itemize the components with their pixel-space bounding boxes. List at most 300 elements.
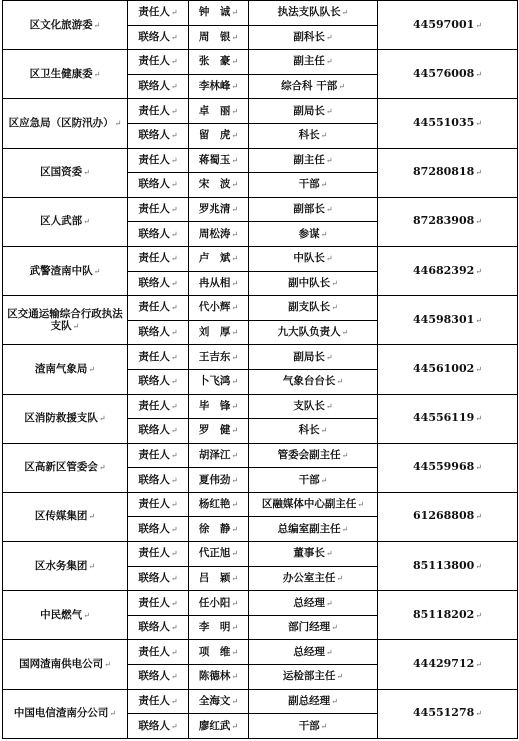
table-row — [3, 50, 518, 75]
contact-title-cell-text: 九大队负责人 — [277, 326, 341, 339]
contact-name-cell-text: 宋 波 — [198, 178, 231, 191]
department-cell-text: 区消防救援支队 — [24, 412, 98, 425]
responsible-title-cell — [249, 443, 378, 468]
paragraph-mark-icon: ↵ — [320, 475, 328, 485]
role-label-cell — [128, 271, 189, 296]
responsible-title-cell-text: 管委会副主任 — [277, 448, 341, 461]
phone-cell-text: 61268808 — [413, 509, 475, 523]
contact-name-cell-text: 冉从相 — [198, 276, 231, 289]
contact-title-cell-text: 干部 — [298, 473, 320, 486]
paragraph-mark-icon: ↵ — [231, 303, 239, 313]
role-label-cell — [128, 714, 189, 739]
table-row — [3, 591, 518, 616]
responsible-title-cell-text: 中队长 — [293, 252, 325, 265]
role-label-cell — [128, 74, 189, 99]
department-cell — [3, 1, 128, 50]
role-label-cell-text: 联络人 — [138, 227, 170, 240]
paragraph-mark-icon: ↵ — [231, 401, 239, 411]
contact-name-cell-text: 陈德林 — [198, 670, 231, 683]
contact-table-body — [3, 1, 518, 739]
responsible-title-cell — [249, 492, 378, 517]
paragraph-mark-icon: ↵ — [336, 377, 344, 387]
paragraph-mark-icon: ↵ — [170, 32, 178, 42]
contact-title-cell-text: 总编室副主任 — [277, 522, 341, 535]
role-label-cell-text: 联络人 — [138, 571, 170, 584]
paragraph-mark-icon: ↵ — [170, 155, 178, 165]
paragraph-mark-icon: ↵ — [320, 229, 328, 239]
paragraph-mark-icon: ↵ — [325, 549, 333, 559]
phone-cell-text: 44556119 — [413, 411, 475, 425]
contact-title-cell-text: 干部 — [298, 719, 320, 732]
role-label-cell-text: 联络人 — [138, 375, 170, 388]
paragraph-mark-icon: ↵ — [325, 205, 333, 215]
role-label-cell-text: 责任人 — [138, 399, 170, 412]
contact-name-cell-text: 刘 厚 — [198, 326, 231, 339]
contact-title-cell — [249, 271, 378, 296]
role-label-cell-text: 联络人 — [138, 80, 170, 93]
role-label-cell — [128, 246, 189, 271]
paragraph-mark-icon: ↵ — [170, 303, 178, 313]
phone-cell — [378, 148, 518, 197]
paragraph-mark-icon: ↵ — [320, 721, 328, 731]
contact-name-cell-text: 周 银 — [198, 30, 231, 43]
responsible-title-cell-text: 总经理 — [293, 596, 325, 609]
department-cell — [3, 246, 128, 295]
contact-title-cell-text: 办公室主任 — [282, 571, 336, 584]
role-label-cell-text: 责任人 — [138, 6, 170, 19]
paragraph-mark-icon: ↵ — [114, 118, 122, 128]
paragraph-mark-icon: ↵ — [231, 328, 239, 338]
contact-title-cell-text: 副中队长 — [288, 276, 331, 289]
role-label-cell — [128, 1, 189, 26]
paragraph-mark-icon: ↵ — [325, 254, 333, 264]
role-label-cell-text: 联络人 — [138, 276, 170, 289]
responsible-name-cell-text: 胡泽江 — [198, 448, 231, 461]
role-label-cell-text: 联络人 — [138, 670, 170, 683]
paragraph-mark-icon: ↵ — [93, 69, 101, 79]
contact-title-cell — [249, 517, 378, 542]
paragraph-mark-icon: ↵ — [170, 401, 178, 411]
paragraph-mark-icon: ↵ — [170, 278, 178, 288]
paragraph-mark-icon: ↵ — [325, 155, 333, 165]
responsible-title-cell-text: 执法支队队长 — [277, 6, 341, 19]
paragraph-mark-icon: ↵ — [231, 672, 239, 682]
department-cell-text: 武警渣南中队 — [29, 264, 93, 277]
contact-title-cell-text: 部门经理 — [288, 621, 331, 634]
paragraph-mark-icon: ↵ — [325, 352, 333, 362]
responsible-name-cell — [189, 148, 249, 173]
paragraph-mark-icon: ↵ — [231, 155, 239, 165]
paragraph-mark-icon: ↵ — [170, 57, 178, 67]
role-label-cell-text: 责任人 — [138, 498, 170, 511]
phone-cell — [378, 492, 518, 541]
paragraph-mark-icon: ↵ — [170, 377, 178, 387]
paragraph-mark-icon: ↵ — [475, 266, 482, 276]
role-label-cell — [128, 173, 189, 198]
paragraph-mark-icon: ↵ — [231, 450, 239, 460]
paragraph-mark-icon: ↵ — [231, 82, 239, 92]
role-label-cell — [128, 50, 189, 75]
role-label-cell-text: 责任人 — [138, 203, 170, 216]
phone-cell — [378, 443, 518, 492]
paragraph-mark-icon: ↵ — [331, 278, 338, 288]
paragraph-mark-icon: ↵ — [357, 500, 365, 510]
phone-cell — [378, 50, 518, 99]
responsible-name-cell-text: 王吉东 — [198, 350, 231, 363]
table-row — [3, 492, 518, 517]
paragraph-mark-icon: ↵ — [231, 131, 239, 141]
contact-title-cell — [249, 566, 378, 591]
paragraph-mark-icon: ↵ — [88, 512, 96, 522]
paragraph-mark-icon: ↵ — [325, 647, 333, 657]
contact-title-cell — [249, 468, 378, 493]
contact-title-cell — [249, 615, 378, 640]
table-row — [3, 345, 518, 370]
contact-name-cell — [189, 320, 249, 345]
paragraph-mark-icon: ↵ — [170, 623, 178, 633]
phone-cell-text: 44576008 — [413, 66, 475, 80]
contact-name-cell — [189, 615, 249, 640]
responsible-name-cell — [189, 443, 249, 468]
contact-title-cell — [249, 123, 378, 148]
phone-cell-text: 44551278 — [413, 706, 475, 720]
role-label-cell — [128, 148, 189, 173]
role-label-cell-text: 责任人 — [138, 350, 170, 363]
paragraph-mark-icon: ↵ — [98, 463, 106, 473]
paragraph-mark-icon: ↵ — [170, 647, 178, 657]
paragraph-mark-icon: ↵ — [325, 401, 333, 411]
role-label-cell — [128, 394, 189, 419]
department-cell-text: 中国电信渣南分公司 — [13, 707, 109, 720]
paragraph-mark-icon: ↵ — [336, 672, 344, 682]
responsible-title-cell-text: 副主任 — [293, 55, 325, 68]
responsible-name-cell — [189, 246, 249, 271]
role-label-cell-text: 责任人 — [138, 448, 170, 461]
responsible-title-cell — [249, 246, 378, 271]
phone-cell — [378, 246, 518, 295]
paragraph-mark-icon: ↵ — [325, 598, 333, 608]
paragraph-mark-icon: ↵ — [338, 82, 345, 92]
responsible-name-cell-text: 罗兆清 — [198, 203, 231, 216]
department-cell — [3, 394, 128, 443]
department-cell — [3, 640, 128, 689]
department-cell — [3, 542, 128, 591]
responsible-name-cell — [189, 197, 249, 222]
responsible-title-cell-text: 副主任 — [293, 153, 325, 166]
role-label-cell — [128, 615, 189, 640]
paragraph-mark-icon: ↵ — [231, 229, 239, 239]
role-label-cell — [128, 443, 189, 468]
paragraph-mark-icon: ↵ — [170, 549, 178, 559]
table-row — [3, 640, 518, 665]
department-cell — [3, 148, 128, 197]
responsible-title-cell-text: 董事长 — [293, 547, 325, 560]
responsible-title-cell — [249, 542, 378, 567]
paragraph-mark-icon: ↵ — [170, 180, 178, 190]
contact-title-cell-text: 干部 — [298, 178, 320, 191]
contact-title-cell — [249, 369, 378, 394]
department-cell-text: 区高新区管委会 — [24, 461, 98, 474]
paragraph-mark-icon: ↵ — [475, 364, 482, 374]
responsible-title-cell-text: 区融媒体中心副主任 — [261, 498, 357, 511]
phone-cell-text: 44561002 — [413, 361, 475, 375]
department-cell — [3, 345, 128, 394]
role-label-cell-text: 责任人 — [138, 55, 170, 68]
paragraph-mark-icon: ↵ — [331, 623, 338, 633]
paragraph-mark-icon: ↵ — [170, 229, 178, 239]
contact-title-cell — [249, 665, 378, 690]
responsible-name-cell-text: 任小阳 — [198, 596, 231, 609]
role-label-cell — [128, 468, 189, 493]
responsible-name-cell — [189, 50, 249, 75]
department-cell-text: 渣南气象局 — [34, 362, 88, 375]
contact-name-cell — [189, 271, 249, 296]
role-label-cell — [128, 369, 189, 394]
role-label-cell-text: 责任人 — [138, 104, 170, 117]
responsible-name-cell-text: 项 维 — [198, 645, 231, 658]
role-label-cell — [128, 222, 189, 247]
responsible-title-cell-text: 副局长 — [293, 104, 325, 117]
responsible-name-cell-text: 代小辉 — [198, 301, 231, 314]
paragraph-mark-icon: ↵ — [475, 561, 482, 571]
paragraph-mark-icon: ↵ — [231, 696, 239, 706]
table-row — [3, 148, 518, 173]
contact-name-cell — [189, 173, 249, 198]
paragraph-mark-icon: ↵ — [170, 328, 178, 338]
contact-title-cell — [249, 222, 378, 247]
paragraph-mark-icon: ↵ — [231, 8, 239, 18]
phone-cell-text: 87280818 — [413, 165, 475, 179]
paragraph-mark-icon: ↵ — [475, 315, 482, 325]
contact-title-cell — [249, 25, 378, 50]
paragraph-mark-icon: ↵ — [475, 414, 482, 424]
paragraph-mark-icon: ↵ — [475, 118, 482, 128]
paragraph-mark-icon: ↵ — [88, 561, 96, 571]
role-label-cell-text: 责任人 — [138, 547, 170, 560]
role-label-cell — [128, 320, 189, 345]
department-cell — [3, 50, 128, 99]
table-row — [3, 99, 518, 124]
role-label-cell — [128, 99, 189, 124]
phone-cell-text: 44551035 — [413, 115, 475, 129]
contact-table — [2, 0, 518, 739]
contact-title-cell-text: 气象台台长 — [282, 375, 336, 388]
contact-name-cell-text: 罗 健 — [198, 424, 231, 437]
contact-name-cell-text: 留 虎 — [198, 129, 231, 142]
paragraph-mark-icon: ↵ — [231, 549, 239, 559]
role-label-cell — [128, 296, 189, 321]
paragraph-mark-icon: ↵ — [475, 69, 482, 79]
paragraph-mark-icon: ↵ — [231, 598, 239, 608]
phone-cell-text: 44597001 — [413, 17, 475, 31]
paragraph-mark-icon: ↵ — [336, 573, 344, 583]
role-label-cell-text: 联络人 — [138, 424, 170, 437]
paragraph-mark-icon: ↵ — [325, 106, 333, 116]
responsible-name-cell — [189, 296, 249, 321]
contact-title-cell — [249, 320, 378, 345]
responsible-name-cell-text: 杨红艳 — [198, 498, 231, 511]
paragraph-mark-icon: ↵ — [231, 254, 239, 264]
paragraph-mark-icon: ↵ — [170, 205, 178, 215]
paragraph-mark-icon: ↵ — [325, 32, 333, 42]
paragraph-mark-icon: ↵ — [231, 106, 239, 116]
contact-title-cell — [249, 173, 378, 198]
contact-name-cell — [189, 468, 249, 493]
paragraph-mark-icon: ↵ — [170, 598, 178, 608]
responsible-name-cell — [189, 640, 249, 665]
role-label-cell-text: 联络人 — [138, 473, 170, 486]
paragraph-mark-icon: ↵ — [475, 512, 482, 522]
paragraph-mark-icon: ↵ — [475, 660, 482, 670]
table-row — [3, 542, 518, 567]
department-cell — [3, 296, 128, 345]
paragraph-mark-icon: ↵ — [341, 328, 349, 338]
table-row — [3, 296, 518, 321]
responsible-name-cell-text: 全海文 — [198, 694, 231, 707]
role-label-cell — [128, 345, 189, 370]
department-cell-text: 区传媒集团 — [34, 510, 88, 523]
paragraph-mark-icon: ↵ — [93, 266, 101, 276]
paragraph-mark-icon: ↵ — [475, 217, 482, 227]
role-label-cell-text: 联络人 — [138, 719, 170, 732]
paragraph-mark-icon: ↵ — [231, 426, 239, 436]
paragraph-mark-icon: ↵ — [320, 180, 328, 190]
role-label-cell — [128, 123, 189, 148]
paragraph-mark-icon: ↵ — [72, 321, 80, 331]
role-label-cell-text: 联络人 — [138, 178, 170, 191]
contact-name-cell — [189, 123, 249, 148]
responsible-title-cell-text: 副支队长 — [288, 301, 331, 314]
role-label-cell — [128, 665, 189, 690]
role-label-cell — [128, 517, 189, 542]
role-label-cell-text: 联络人 — [138, 522, 170, 535]
role-label-cell — [128, 492, 189, 517]
role-label-cell-text: 责任人 — [138, 252, 170, 265]
contact-name-cell-text: 吕 颖 — [198, 571, 231, 584]
contact-name-cell — [189, 566, 249, 591]
phone-cell-text: 44559968 — [413, 460, 475, 474]
responsible-title-cell-text: 总经理 — [293, 645, 325, 658]
contact-name-cell-text: 周松涛 — [198, 227, 231, 240]
role-label-cell-text: 责任人 — [138, 596, 170, 609]
responsible-title-cell-text: 副部长 — [293, 203, 325, 216]
paragraph-mark-icon: ↵ — [104, 660, 111, 670]
role-label-cell — [128, 591, 189, 616]
paragraph-mark-icon: ↵ — [231, 475, 239, 485]
role-label-cell-text: 责任人 — [138, 301, 170, 314]
contact-title-cell — [249, 74, 378, 99]
paragraph-mark-icon: ↵ — [475, 168, 482, 178]
paragraph-mark-icon: ↵ — [231, 180, 239, 190]
table-row — [3, 197, 518, 222]
paragraph-mark-icon: ↵ — [170, 450, 178, 460]
responsible-title-cell — [249, 99, 378, 124]
department-cell — [3, 99, 128, 148]
paragraph-mark-icon: ↵ — [170, 500, 178, 510]
phone-cell — [378, 296, 518, 345]
responsible-title-cell — [249, 50, 378, 75]
contact-name-cell — [189, 665, 249, 690]
role-label-cell-text: 联络人 — [138, 621, 170, 634]
contact-title-cell-text: 科长 — [298, 424, 320, 437]
responsible-name-cell — [189, 99, 249, 124]
paragraph-mark-icon: ↵ — [331, 303, 338, 313]
responsible-title-cell-text: 副总经理 — [288, 694, 331, 707]
paragraph-mark-icon: ↵ — [170, 8, 178, 18]
paragraph-mark-icon: ↵ — [331, 696, 338, 706]
paragraph-mark-icon: ↵ — [231, 57, 239, 67]
phone-cell — [378, 394, 518, 443]
paragraph-mark-icon: ↵ — [170, 82, 178, 92]
contact-name-cell — [189, 74, 249, 99]
role-label-cell — [128, 640, 189, 665]
contact-title-cell-text: 综合科 干部 — [281, 80, 338, 93]
contact-title-cell-text: 科长 — [298, 129, 320, 142]
contact-name-cell — [189, 419, 249, 444]
table-row — [3, 443, 518, 468]
contact-name-cell-text: 徐 静 — [198, 522, 231, 535]
phone-cell-text: 87283908 — [413, 214, 475, 228]
phone-cell — [378, 345, 518, 394]
contact-title-cell-text: 副科长 — [293, 30, 325, 43]
role-label-cell-text: 责任人 — [138, 645, 170, 658]
responsible-name-cell-text: 卓 丽 — [198, 104, 231, 117]
contact-name-cell-text: 卜飞鸿 — [198, 375, 231, 388]
contact-name-cell-text: 李林峰 — [198, 80, 231, 93]
phone-cell-text: 44429712 — [413, 657, 475, 671]
contact-title-cell — [249, 714, 378, 739]
phone-cell — [378, 197, 518, 246]
department-cell-text: 区人武部 — [40, 215, 83, 228]
department-cell-text: 区交通运输综合行政执法支队 — [7, 307, 123, 332]
responsible-title-cell — [249, 689, 378, 714]
paragraph-mark-icon: ↵ — [231, 500, 239, 510]
paragraph-mark-icon: ↵ — [231, 352, 239, 362]
responsible-title-cell-text: 支队长 — [293, 399, 325, 412]
paragraph-mark-icon: ↵ — [231, 647, 239, 657]
role-label-cell — [128, 689, 189, 714]
paragraph-mark-icon: ↵ — [231, 721, 239, 731]
paragraph-mark-icon: ↵ — [341, 450, 349, 460]
paragraph-mark-icon: ↵ — [170, 254, 178, 264]
paragraph-mark-icon: ↵ — [170, 721, 178, 731]
paragraph-mark-icon: ↵ — [475, 709, 482, 719]
paragraph-mark-icon: ↵ — [170, 131, 178, 141]
paragraph-mark-icon: ↵ — [170, 672, 178, 682]
paragraph-mark-icon: ↵ — [231, 377, 239, 387]
table-row — [3, 1, 518, 26]
paragraph-mark-icon: ↵ — [231, 205, 239, 215]
paragraph-mark-icon: ↵ — [98, 414, 106, 424]
contact-name-cell — [189, 517, 249, 542]
department-cell — [3, 689, 128, 738]
paragraph-mark-icon: ↵ — [170, 426, 178, 436]
responsible-title-cell — [249, 296, 378, 321]
paragraph-mark-icon: ↵ — [93, 20, 101, 30]
responsible-name-cell-text: 钟 诚 — [198, 6, 231, 19]
role-label-cell — [128, 542, 189, 567]
responsible-name-cell-text: 卢 斌 — [198, 252, 231, 265]
responsible-name-cell — [189, 492, 249, 517]
paragraph-mark-icon: ↵ — [231, 524, 239, 534]
paragraph-mark-icon: ↵ — [170, 573, 178, 583]
responsible-name-cell — [189, 345, 249, 370]
role-label-cell-text: 联络人 — [138, 129, 170, 142]
contact-name-cell — [189, 369, 249, 394]
paragraph-mark-icon: ↵ — [475, 610, 482, 620]
responsible-title-cell — [249, 1, 378, 26]
responsible-name-cell-text: 蒋蜀玉 — [198, 153, 231, 166]
